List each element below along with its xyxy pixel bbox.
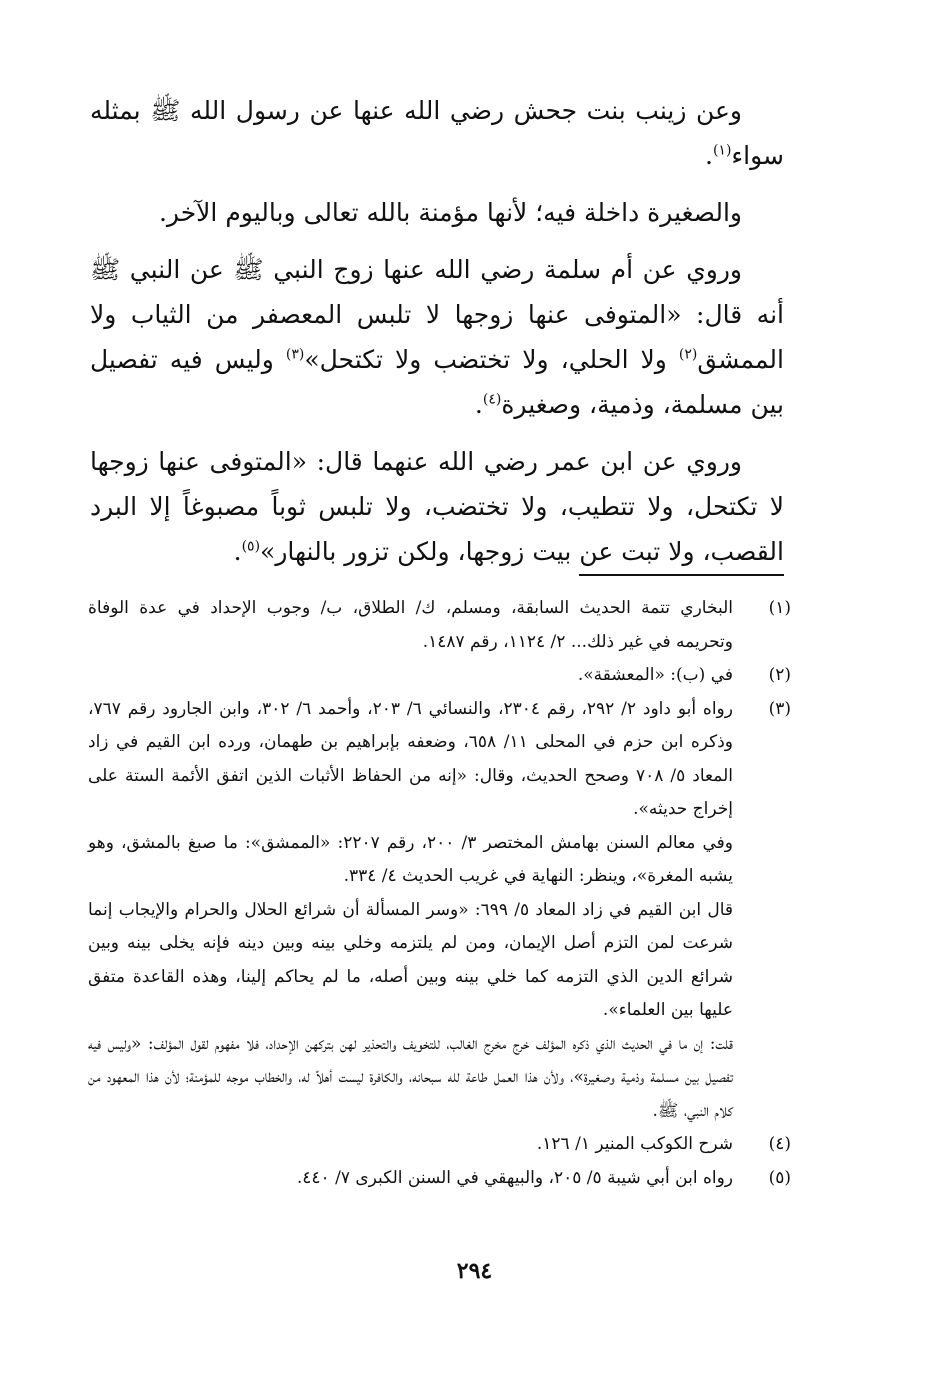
footnote-separator [579, 574, 784, 576]
footnote [88, 693, 791, 1129]
footnote-body [88, 592, 733, 659]
footnote [88, 1128, 791, 1162]
footnote [88, 592, 791, 659]
footnote-number: (٢) [768, 665, 791, 685]
page-number: ٢٩٤ [456, 1258, 493, 1284]
footnote-ref: (٣) [285, 346, 305, 363]
footnote-text: وفي معالم السنن بهامش المختصر ٣/ ٢٠٠، رقم ٢٢٠٧: «الممشق»: ما صبغ بالمشق، وهو يشبه المغرة»، وينظر: النهاية في غريب الحديث ٤/ ٣٣٤. [88, 832, 733, 886]
paragraph-tail: . [705, 141, 713, 170]
footnote-text: البخاري تتمة الحديث السابقة، ومسلم، ك/ الطلاق، ب/ وجوب الإحداد في عدة الوفاة وتحريمه في غير ذلك... ٢/ ١١٢٤، رقم ١٤٨٧. [88, 598, 733, 652]
footnotes [88, 592, 791, 1195]
footnote-body [88, 1128, 733, 1162]
paragraph-text: وروي عن ابن عمر رضي الله عنهما قال: «المتوفى عنها زوجها لا تكتحل، ولا تتطيب، ولا تختضب، ولا تلبس ثوباً مصبوغاً إلا البرد القصب، ولا تبت عن بيت زوجها، ولكن تزور بالنهار» [90, 447, 784, 566]
paragraph-text-continued: ولا الحلي، ولا تختضب ولا تكتحل» [304, 345, 679, 374]
footnote-text: قال ابن القيم في زاد المعاد ٥/ ٦٩٩: «وسر المسألة أن شرائع الحلال والحرام والإيجاب إنما شرعت لمن التزم أصل الإيمان، ومن لم يلتزمه وخلي بينه وبين دينه فإنه يخلى بينه وبين شرائع الدين الذي التزمه كما خلي بينه وبين أصله، ما لم يحاكم إلينا، وهذه القاعدة متفق عليها بين العلماء». [88, 899, 734, 1020]
footnote-number: (٤) [768, 1134, 791, 1154]
paragraph-zaynab [90, 88, 784, 178]
footnote-body [88, 1162, 733, 1196]
paragraph-text-continued: وليس فيه تفصيل بين مسلمة، وذمية، وصغيرة [90, 345, 784, 419]
paragraph-tail: . [233, 537, 242, 566]
footnote-number: (٣) [768, 698, 791, 719]
paragraph-saghira [90, 190, 784, 235]
footnote-ref: (١) [712, 142, 732, 159]
footnote [88, 1162, 791, 1196]
footnote-text: رواه ابن أبي شيبة ٥/ ٢٠٥، والبيهقي في السنن الكبرى ٧/ ٤٤٠. [296, 1167, 733, 1188]
footnote-body [88, 659, 733, 693]
footnote-text: قلت: إن ما في الحديث الذي ذكره المؤلف خرج مخرج الغالب، للتخويف والتحذير لهن بتركهن الإحداد، فلا مفهوم لقول المؤلف: «وليس فيه تفصيل بين مسلمة وذمية وصغيرة»، ولأن هذا العمل طاعة لله سبحانه، والكافرة ليست أهلاً له، والخطاب موجه للمؤمنة؛ لأن هذا المعهود من كلام النبي، ﷺ. [88, 1033, 733, 1121]
paragraph-tail: . [474, 390, 483, 419]
paragraph-text: وعن زينب بنت جحش رضي الله عنها عن رسول الله ﷺ بمثله سواء [90, 96, 784, 170]
paragraph-text: والصغيرة داخلة فيه؛ لأنها مؤمنة بالله تعالى وباليوم الآخر. [158, 198, 742, 227]
footnote-text: في (ب): «المعشقة». [577, 665, 733, 685]
footnote-body [88, 693, 733, 1129]
footnote-ref: (٥) [241, 538, 261, 555]
footnote-text: رواه أبو داود ٢/ ٢٩٢، رقم ٢٣٠٤، والنسائي ٦/ ٢٠٣، وأحمد ٦/ ٣٠٢، وابن الجارود رقم ٧٦٧، وذكره ابن حزم في المحلى ١١/ ٦٥٨، وضعفه بإبراهيم بن طهمان، ورده ابن القيم في زاد المعاد ٥/ ٧٠٨ وصحح الحديث، وقال: «إنه من الحفاظ الأثبات الذين اتفق الأئمة الستة على إخراج حديثه». [88, 698, 733, 819]
main-text [90, 88, 784, 586]
paragraph-ibn-umar [90, 439, 784, 574]
paragraph-umm-salama [90, 247, 784, 427]
footnote-number: (١) [768, 598, 791, 618]
footnote [88, 659, 791, 693]
footnote-text: شرح الكوكب المنير ١/ ١٢٦. [536, 1134, 733, 1154]
footnote-ref: (٤) [482, 391, 502, 408]
paragraph-text: وروي عن أم سلمة رضي الله عنها زوج النبي ﷺ عن النبي ﷺ أنه قال: «المتوفى عنها زوجها لا تلبس المعصفر من الثياب ولا الممشق [90, 255, 784, 374]
footnote-ref: (٢) [678, 346, 698, 363]
footnote-number: (٥) [768, 1167, 791, 1188]
